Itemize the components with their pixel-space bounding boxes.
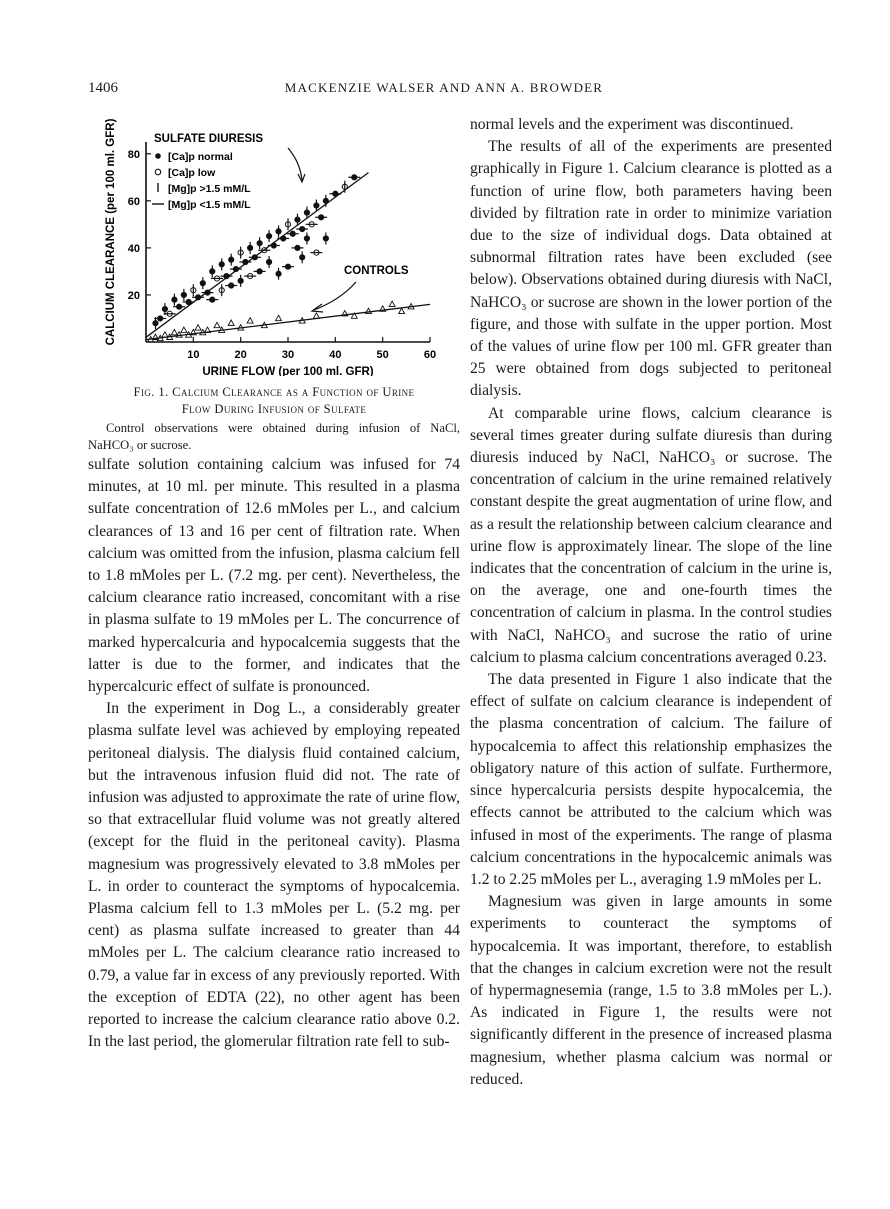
legend-entry [158,183,251,195]
sulfate-point [282,264,294,269]
paragraph: In the experiment in Dog L., a considerably greater plasma sulfate level was achieved by employing repeated peritoneal dialysis. The dialysis fluid contained calcium, but the intravenous infusion fluid did not. The rate of infusion was adjusted to approximate the rate of urine flow, so that extracellular fluid volume was not greatly altered (except for the fluid in the peritoneal cavity). Plasma magnesium was progressively elevated to 3.8 mMoles per L. in order to counteract the symptoms of hypocalcemia. Plasma calcium fell to 1.3 mMoles per L. (5.2 mg. per cent) as plasma sulfate increased to greater than 44 mMoles per L. The calcium clearance ratio increased to 0.79, a value far in excess of any previously reported. With the exception of EDTA (22), no other agent has been reported to increase the calcium clearance ratio above 0.2. In the last period, the glomerular filtration rate fell to sub- [88,700,460,1051]
paragraph: normal levels and the experiment was discontinued. [470,116,794,133]
legend-heading: SULFATE DIURESIS [154,133,264,145]
sulfate-point [181,289,186,301]
control-point [247,318,253,323]
sulfate-point [315,215,327,220]
figure-caption-line2: Flow During Infusion of Sulfate [181,402,367,416]
legend-arrow [288,148,302,180]
control-point [214,322,220,327]
sulfate-point [348,175,360,180]
sulfate-point [268,243,280,248]
control-point [181,327,187,332]
figure-1 [88,114,460,376]
sulfate-point [210,265,215,277]
sulfate-point [296,226,308,231]
sulfate-point [310,250,322,255]
sulfate-point [172,294,177,306]
control-point [365,308,371,313]
control-point [399,308,405,313]
x-tick-label: 30 [281,349,295,361]
sulfate-point [200,277,205,289]
left-column [88,114,460,1053]
right-column [470,114,832,1091]
page-header [88,80,800,102]
y-tick-label: 80 [127,148,140,161]
legend-entry [155,167,216,179]
sulfate-point [238,275,243,287]
legend-label: [Ca]p low [168,167,216,179]
sulfate-point [266,256,271,268]
legend-label: [Ca]p normal [168,151,233,163]
legend-label: [Mg]p <1.5 mM/L [168,199,251,211]
paragraph: At comparable urine flows, calcium clearance is several times greater during sulfate diuresis than during diuresis induced by NaCl, NaHCO₃ or sucrose. The concentration of calcium in the urine remained relatively constant despite the great augmentation of urine flow, and as a result the relationship between calcium clearance and urine flow is approximately linear. The slope of the line indicates that the concentration of calcium in the urine is, on the average, one and one-fourth times the concentration of calcium in plasma. In the control studies with NaCl, NaHCO₃ and sucrose the ratio of urine calcium to plasma calcium concentrations averaged 0.23. [470,404,832,666]
paragraph: The results of all of the experiments are presented graphically in Figure 1. Calcium clearance is plotted as a function of urine flow, both parameters having been divided by filtration rate in order to minimize variation due to the size of individual dogs. Data obtained at subnormal filtration rates have been excluded (see below). Observations obtained during diuresis with NaCl, NaHCO₃ or sucrose are shown in the lower portion of the figure, and those with sulfate in the upper portion. Most of the values of urine flow per 100 ml. GFR greater than 25 were obtained from dogs subjected to peritoneal dialysis. [470,138,832,400]
sulfate-point [285,218,290,230]
control-point [276,315,282,320]
paragraph: sulfate solution containing calcium was infused for 74 minutes, at 10 ml. per minute. This resulted in a plasma sulfate concentration of 12.6 mMoles per L., and calcium clearances of 13 and 16 per cent of filtration rate. When calcium was omitted from the infusion, plasma calcium fell to 1.8 mMoles per L. (7.2 mg. per cent). Nevertheless, the calcium clearance ratio increased, concomitant with a rise in plasma sulfate to 19 mMoles per L. The concurrence of marked hypercalcuria and hypocalcemia suggests that the latter is due to the former, and indicates that the hypercalcuric effect of sulfate is pronounced. [88,456,460,696]
sulfate-point [244,274,256,279]
sulfate-point [276,225,281,237]
legend-marker [155,169,161,175]
x-tick-label: 50 [376,349,389,361]
sulfate-point [254,269,266,274]
figure-note: Control observations were obtained during infusion of NaCl, NaHCO₃ or sucrose. [88,421,460,452]
left-body-text [88,454,460,1053]
sulfate-point [219,258,224,270]
sulfate-point [248,242,253,254]
control-point [162,332,168,337]
y-tick-label: 40 [127,242,140,255]
paragraph: The data presented in Figure 1 also indicate that the effect of sulfate on calcium clearance is independent of the plasma concentration of calcium. The failure of hypocalcemia to affect this relationship emphasizes the obligatory nature of this action of sulfate. Furthermore, since hypercalcuria persists despite hypocalcemia, the effects cannot be attributed to the calcium which was infused in most of the experiments. The range of plasma calcium concentrations in the hypocalcemic animals was 1.2 to 2.25 mMoles per L., averaging 1.9 mMoles per L. [470,671,832,888]
x-tick-label: 60 [423,349,437,361]
sulfate-point [238,247,243,259]
calcium-clearance-chart [88,114,460,376]
sulfate-point [300,251,305,263]
legend-marker [155,153,161,159]
y-tick-label: 20 [127,289,140,302]
x-tick-label: 10 [187,349,200,361]
sulfate-regression-line [146,173,368,338]
legend-label: [Mg]p >1.5 mM/L [168,183,251,195]
page-number: 1406 [88,80,118,96]
sulfate-point [329,191,341,196]
figure-caption [88,384,460,418]
control-point [389,301,395,306]
sulfate-point [229,254,234,266]
paragraph: Magnesium was given in large amounts in some experiments to counteract the symptoms of hypocalcemia. It was important, therefore, to establish that the changes in calcium excretion were not the result of hypermagnesemia (range, 1.5 to 3.8 mMoles per L.). As indicated in Figure 1, the results were not significantly different in the presence of increased plasma magnesium, whether plasma calcium was normal or reduced. [470,893,832,1088]
control-point [228,320,234,325]
legend-entry [152,199,251,211]
legend-entry [155,151,233,163]
control-point [195,325,201,330]
sulfate-point [304,232,309,244]
controls-label: CONTROLS [344,265,409,277]
x-tick-label: 40 [329,349,342,361]
control-point [313,313,319,318]
sulfate-point [219,284,224,296]
sulfate-point [257,237,262,249]
sulfate-point [291,245,303,250]
x-axis-label: URINE FLOW (per 100 ml. GFR) [202,366,374,376]
control-point [171,329,177,334]
sulfate-point [323,232,328,244]
figure-caption-line1: Fig. 1. Calcium Clearance as a Function of Urine [133,385,415,399]
sulfate-point [276,268,281,280]
y-tick-label: 60 [127,195,140,208]
sulfate-point [191,284,196,296]
sulfate-point [206,297,218,302]
sulfate-point [306,222,318,227]
y-axis-label: CALCIUM CLEARANCE (per 100 ml. GFR) [105,118,117,346]
sulfate-point [266,230,271,242]
controls-regression-line [146,304,430,339]
running-head: MACKENZIE WALSER AND ANN A. BROWDER [284,80,604,95]
sulfate-point [225,283,237,288]
x-tick-label: 20 [234,349,247,361]
